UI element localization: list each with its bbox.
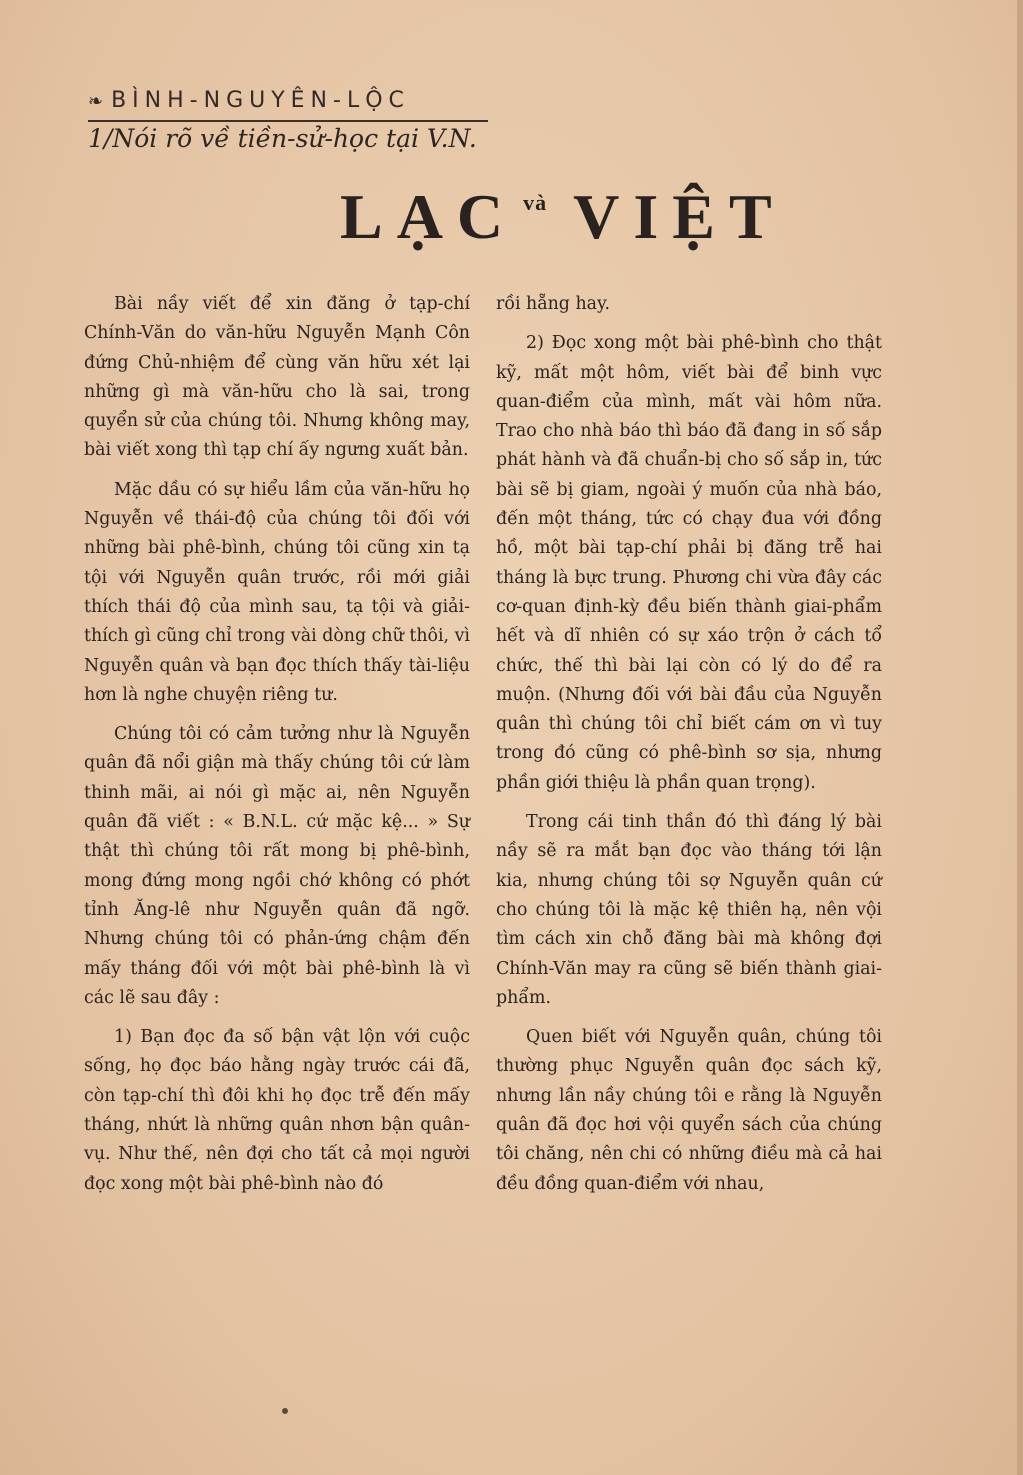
- paragraph: rồi hẵng hay.: [496, 294, 611, 314]
- right-column: [496, 290, 882, 1199]
- paragraph: Trong cái tinh thần đó thì đáng lý bài nầy sẽ ra mắt bạn đọc vào tháng tới lận kia, nhưng chúng tôi sợ Nguyễn quân cứ cho chúng tôi là mặc kệ thiên hạ, nên vội tìm cách xin chỗ đăng bài mà không đợi Chính-Văn may ra cũng sẽ biến thành giai-phẩm.: [496, 812, 882, 1008]
- paragraph: Chúng tôi có cảm tưởng như là Nguyễn quân đã nổi giận mà thấy chúng tôi cứ làm thinh mãi, ai nói gì mặc ai, nên Nguyễn quân đã viết : « B.N.L. cứ mặc kệ... » Sự thật thì chúng tôi rất mong bị phê-bình, mong đứng mong ngồi chớ không có phớt tỉnh Ăng-lê như Nguyễn quân đã ngỡ. Nhưng chúng tôi có phản-ứng chậm đến mấy tháng đối với một bài phê-bình là vì các lẽ sau đây :: [84, 724, 470, 1008]
- left-column: [84, 290, 470, 1199]
- author-byline: [88, 88, 410, 113]
- title-conjunction: và: [523, 190, 548, 215]
- paragraph: Quen biết với Nguyễn quân, chúng tôi thường phục Nguyễn quân đọc sách kỹ, nhưng lần nầy chúng tôi e rằng là Nguyễn quân đã đọc hơi vội quyển sách của chúng tôi chăng, nên chi có những điều mà cả hai đều đồng quan-điểm với nhau,: [496, 1027, 882, 1194]
- title-word-lac: LẠC: [340, 181, 518, 252]
- author-name: BÌNH-NGUYÊN-LỘC: [111, 88, 410, 113]
- paragraph: 1) Bạn đọc đa số bận vật lộn với cuộc sống, họ đọc báo hằng ngày trước cái đã, còn tạp-chí thì đôi khi họ đọc trễ đến mấy tháng, nhứt là những quân nhơn bận quân-vụ. Như thế, nên đợi cho tất cả mọi người đọc xong một bài phê-bình nào đó: [84, 1027, 470, 1194]
- article-title: [340, 180, 786, 254]
- paragraph: Bài nầy viết để xin đăng ở tạp-chí Chính-Văn do văn-hữu Nguyễn Mạnh Côn đứng Chủ-nhiệm để cùng văn hữu xét lại những gì mà văn-hữu cho là sai, trong quyển sử của chúng tôi. Nhưng không may, bài viết xong thì tạp chí ấy ngưng xuất bản.: [84, 294, 470, 461]
- paragraph: 2) Đọc xong một bài phê-bình cho thật kỹ, mất một hôm, viết bài để binh vực quan-điểm của mình, mất vài hôm nữa. Trao cho nhà báo thì báo đã đang in số sắp phát hành và đã chuẩn-bị cho số sắp in, tức bài sẽ bị giam, ngoài ý muốn của nhà báo, đến một tháng, tức có chạy đua với đồng hồ, một bài tạp-chí phải bị đăng trễ hai tháng là bực trung. Phương chi vừa đây các cơ-quan định-kỳ đều biến thành giai-phẩm hết và dĩ nhiên có sự xáo trộn ở cách tổ chức, thế thì bài lại còn có lý do để ra muộn. (Nhưng đối với bài đầu của Nguyễn quân thì chúng tôi chỉ biết cám ơn vì tuy trong đó cũng có phê-bình sơ sịa, nhưng phần giới thiệu là phần quan trọng).: [496, 333, 882, 793]
- ink-dot: [282, 1408, 288, 1414]
- title-word-viet: VIỆT: [573, 181, 786, 252]
- article-subtitle: 1/Nói rõ về tiền-sử-học tại V.N.: [88, 120, 488, 153]
- paragraph: Mặc dầu có sự hiểu lầm của văn-hữu họ Nguyễn về thái-độ của chúng tôi đối với những bài phê-bình, chúng tôi cũng xin tạ tội với Nguyễn quân trước, rồi mới giải thích thái độ của mình sau, tạ tội và giải-thích gì cũng chỉ trong vài dòng chữ thôi, vì Nguyễn quân và bạn đọc thích thấy tài-liệu hơn là nghe chuyện riêng tư.: [84, 479, 470, 705]
- page-edge: [1017, 0, 1023, 1475]
- fleuron-icon: ❧: [88, 91, 104, 112]
